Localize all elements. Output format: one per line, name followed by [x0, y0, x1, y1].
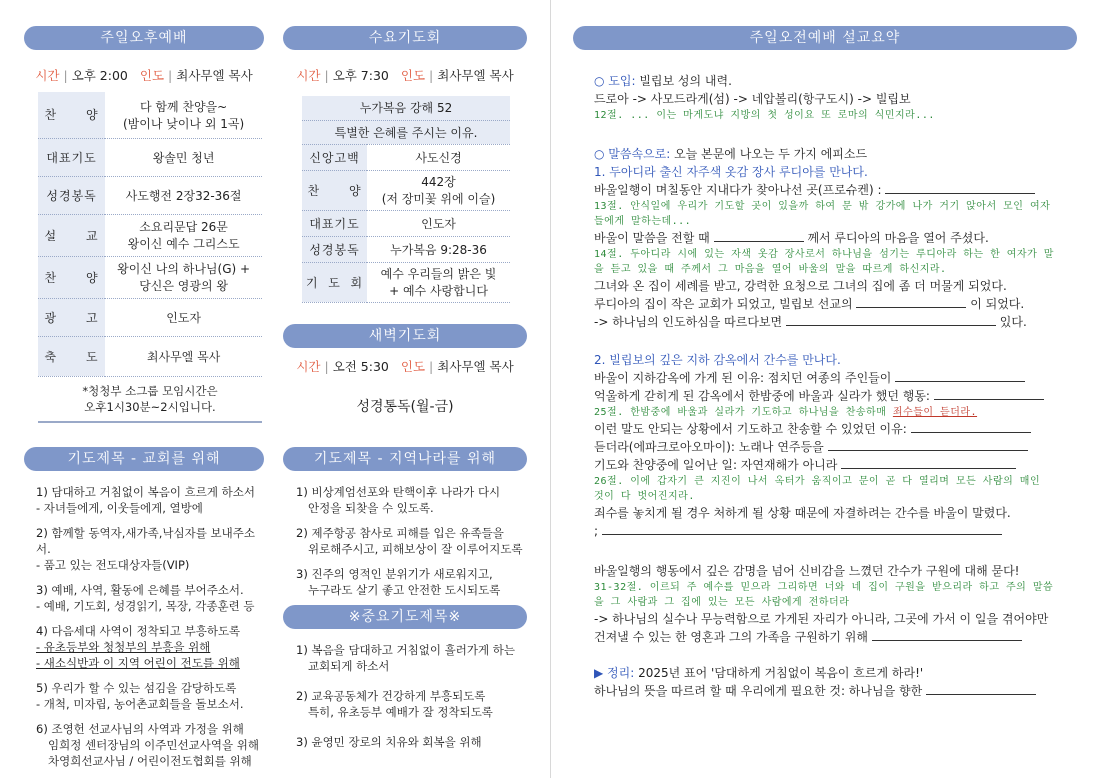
afternoon-note: *청청부 소그룹 모임시간은 오후1시30분~2시입니다.	[38, 376, 262, 422]
prayer-item	[36, 623, 268, 671]
order-key: 광 고	[38, 298, 105, 336]
order-key: 성경봉독	[302, 236, 367, 262]
verse-13: 13절. 안식일에 우리가 기도할 곳이 있을까 하여 문 밖 강가에 나가 거기 앉아서 모인 여자들에게 말하는데...	[594, 201, 1051, 227]
order-row	[302, 262, 510, 302]
wednesday-order-table	[302, 96, 510, 303]
order-value: 사도행전 2장32-36절	[105, 176, 262, 214]
prayer-important-title: ※중요기도제목※	[283, 605, 527, 629]
order-key: 성경봉독	[38, 176, 105, 214]
p2-d: 듣더라(에파크로아오마이): 노래나 연주등을	[594, 440, 824, 454]
order-value: 다 함께 찬양을~ (밤이나 낮이나 외 1곡)	[105, 92, 262, 138]
order-row	[38, 138, 262, 176]
prayer-line: 교회되게 하소서	[308, 659, 390, 673]
leader-value: 최사무엘 목사	[437, 359, 514, 374]
order-row	[302, 210, 510, 236]
verse-12: 12절. ... 이는 마게도냐 지방의 첫 성이요 또 로마의 식민지라...	[594, 110, 935, 121]
order-value: 사도신경	[367, 144, 510, 170]
dawn-content: 성경통독(월-금)	[356, 399, 454, 415]
wednesday-head2: 특별한 은혜를 주시는 이유.	[302, 120, 510, 144]
order-row	[302, 144, 510, 170]
p1-a: 바울일행이 며칠동안 지내다가 찾아나선 곳(프로슈켄) :	[594, 183, 882, 197]
fill-blank	[828, 439, 1028, 451]
p3-c: 건져낼 수 있는 한 영혼과 그의 가족을 구원하기 위해	[594, 630, 868, 644]
prayer-line: 1) 담대하고 거침없이 복음이 흐르게 하소서	[36, 485, 255, 499]
afternoon-timeline: 시간 | 오후 2:00 인도 | 최사무엘 목사	[35, 68, 253, 83]
order-row	[38, 298, 262, 336]
p1-d2: 이 되었다.	[970, 297, 1025, 311]
p1-c: 그녀와 온 집이 세례를 받고, 강력한 요청으로 그녀의 집에 좀 더 머물게 되었다.	[594, 279, 1007, 293]
verse-25b: 죄수들이 듣더라.	[892, 407, 978, 418]
p2-b: 억울하게 갇히게 된 감옥에서 한밤중에 바울과 실라가 했던 행동:	[594, 389, 930, 403]
sermon-title: 주일오전예배 설교요약	[573, 26, 1077, 50]
order-key: 대표기도	[302, 210, 367, 236]
verse-14: 14절. 두아디라 시에 있는 자색 옷감 장사로서 하나님을 섬기는 루디아라 하는 한 여자가 말을 듣고 있을 때 주께서 그 마음을 열어 바울의 말을 따르게 하신지라.	[594, 249, 1054, 275]
prayer-item	[296, 688, 526, 720]
order-value: 442장 (저 장미꽃 위에 이슬)	[367, 170, 510, 210]
fill-blank	[885, 182, 1035, 194]
prayer-item	[36, 721, 268, 769]
fill-blank	[926, 683, 1036, 695]
leader-label: 인도	[400, 359, 426, 374]
prayer-line: - 품고 있는 전도대상자들(VIP)	[36, 558, 190, 572]
prayer-line: - 개척, 미자립, 농어촌교회들을 돌보소서.	[36, 697, 244, 711]
intro-text: 빌립보 성의 내력.	[635, 74, 732, 88]
time-label: 시간	[35, 68, 60, 83]
prayer-item	[36, 680, 268, 712]
afternoon-order-table	[38, 92, 262, 423]
p2-f: 죄수를 놓치게 될 경우 처하게 될 상황 때문에 자결하려는 간수를 바울이 말렸다.	[594, 506, 1011, 520]
prayer-important-list	[296, 642, 526, 764]
order-key: 대표기도	[38, 138, 105, 176]
prayer-line: 위로해주시고, 피해보상이 잘 이루어지도록	[308, 542, 523, 556]
prayer-line: 누구라도 살기 좋고 안전한 도시되도록	[308, 583, 501, 597]
prayer-nation-list	[296, 484, 526, 607]
p2-a: 바울이 지하감옥에 가게 된 이유: 점치던 여종의 주인들이	[594, 371, 892, 385]
prayer-item	[296, 484, 526, 516]
summary-text: 2025년 표어 '담대하게 거침없이 복음이 흐르게 하라!'	[634, 666, 924, 680]
order-key: 찬 양	[38, 92, 105, 138]
wednesday-head1-row	[302, 96, 510, 120]
order-value: 누가복음 9:28-36	[367, 236, 510, 262]
prayer-item	[296, 566, 526, 598]
order-key: 신앙고백	[302, 144, 367, 170]
fill-blank	[911, 421, 1031, 433]
fill-blank	[714, 230, 804, 242]
order-key: 찬 양	[302, 170, 367, 210]
prayer-item	[296, 525, 526, 557]
prayer-line: 6) 조영헌 선교사님의 사역과 가정을 위해	[36, 722, 244, 736]
p2-c: 이런 말도 안되는 상황에서 기도하고 찬송할 수 있었던 이유:	[594, 422, 907, 436]
verse-31: 31-32절. 이르되 주 예수를 믿으라 그리하면 너와 네 집이 구원을 받으리라 하고 주의 말씀을 그 사람과 그 집에 있는 모든 사람에게 전하더라	[594, 582, 1054, 608]
route: 드로아 -> 사모드라게(섬) -> 네압볼리(항구도시) -> 빌립보	[594, 92, 911, 106]
fill-blank	[786, 314, 996, 326]
dawn-timeline: 시간 | 오전 5:30 인도 | 최사무엘 목사	[296, 359, 514, 374]
body-intro: 오늘 본문에 나오는 두 가지 에피소드	[670, 147, 868, 161]
order-value: 인도자	[105, 298, 262, 336]
prayer-item	[36, 525, 268, 573]
prayer-line: 임희정 센터장님의 이주민선교사역을 위해	[48, 738, 259, 752]
order-value: 최사무엘 목사	[105, 336, 262, 376]
wednesday-head2-row	[302, 120, 510, 144]
order-row	[302, 170, 510, 210]
fill-blank	[841, 457, 1016, 469]
leader-label: 인도	[400, 68, 426, 83]
prayer-line: 2) 함께할 동역자,새가족,낙심자를 보내주소서.	[36, 526, 255, 556]
time-value: 오전 5:30	[332, 359, 389, 374]
p2-e: 기도와 찬양중에 일어난 일: 자연재해가 아니라	[594, 458, 838, 472]
p1-b1: 바울이 말씀을 전할 때	[594, 231, 710, 245]
wednesday-title: 수요기도회	[283, 26, 527, 50]
prayer-line: 2) 교육공동체가 건강하게 부흥되도록	[296, 689, 486, 703]
afternoon-note-row	[38, 376, 262, 422]
prayer-line: 안정을 되찾을 수 있도록.	[308, 501, 434, 515]
time-label: 시간	[296, 359, 321, 374]
prayer-item	[296, 642, 526, 674]
time-label: 시간	[296, 68, 321, 83]
summary-label: ▶ 정리:	[594, 666, 635, 680]
order-row	[302, 236, 510, 262]
order-row	[38, 214, 262, 256]
p3: 바울일행의 행동에서 깊은 감명을 넘어 신비감을 느꼈던 간수가 구원에 대해 묻다!	[594, 564, 1020, 578]
p3-b: -> 하나님의 실수나 무능력함으로 가게된 자리가 아니라, 그곳에 가서 이 일을 겪어야만	[594, 612, 1049, 626]
prayer-line: 3) 예배, 사역, 활동에 은혜를 부어주소서.	[36, 583, 244, 597]
verse-26: 26절. 이에 갑자기 큰 지진이 나서 옥터가 움직이고 문이 곧 다 열리며 모든 사람의 매인 것이 다 벗어진지라.	[594, 476, 1041, 502]
order-value: 소요리문답 26문 왕이신 예수 그리스도	[105, 214, 262, 256]
leader-value: 최사무엘 목사	[176, 68, 253, 83]
prayer-line: 3) 진주의 영적인 분위기가 새로워지고,	[296, 567, 493, 581]
summary-b: 하나님의 뜻을 따르려 할 때 우리에게 필요한 것: 하나님을 향한	[594, 684, 923, 698]
time-value: 오후 7:30	[332, 68, 389, 83]
verse-25a: 25절. 한밤중에 바울과 실라가 기도하고 하나님을 찬송하매	[594, 407, 893, 418]
prayer-church-title: 기도제목 - 교회를 위해	[24, 447, 264, 471]
fill-blank	[856, 296, 966, 308]
prayer-line: 5) 우리가 할 수 있는 섬김을 감당하도록	[36, 681, 237, 695]
prayer-line: 1) 비상계엄선포와 탄핵이후 나라가 다시	[296, 485, 501, 499]
afternoon-title: 주일오후예배	[24, 26, 264, 50]
prayer-line: - 예배, 기도회, 성경읽기, 목장, 각종훈련 등	[36, 599, 255, 613]
leader-label: 인도	[139, 68, 165, 83]
wednesday-head1: 누가복음 강해 52	[302, 96, 510, 120]
prayer-item	[296, 734, 526, 750]
fill-blank	[934, 388, 1044, 400]
order-key: 찬 양	[38, 256, 105, 298]
order-key: 기 도 회	[302, 262, 367, 302]
prayer-church-list	[36, 484, 268, 778]
prayer-line: - 새소식반과 이 지역 어린이 전도를 위해	[36, 656, 240, 670]
fill-blank	[602, 523, 1002, 535]
p1-b2: 께서 루디아의 마음을 열어 주셨다.	[807, 231, 989, 245]
p1-e1: -> 하나님의 인도하심을 따르다보면	[594, 315, 783, 329]
order-row	[38, 336, 262, 376]
wednesday-timeline: 시간 | 오후 7:30 인도 | 최사무엘 목사	[296, 68, 514, 83]
order-key: 축 도	[38, 336, 105, 376]
fill-blank	[872, 629, 1022, 641]
prayer-line: - 유초등부와 청청부의 부흥을 위해	[36, 640, 211, 654]
order-row	[38, 256, 262, 298]
prayer-item	[36, 582, 268, 614]
order-value: 예수 우리들의 밝은 빛 + 예수 사랑합니다	[367, 262, 510, 302]
prayer-line: 2) 제주항공 참사로 피해를 입은 유족들을	[296, 526, 504, 540]
intro-label: ○ 도입:	[594, 74, 636, 88]
body-label: ○ 말씀속으로:	[594, 147, 671, 161]
p2-g: ;	[594, 524, 599, 538]
prayer-item	[36, 484, 268, 516]
p1-e2: 있다.	[999, 315, 1027, 329]
dawn-title: 새벽기도회	[283, 324, 527, 348]
point-2-heading: 2. 빌립보의 깊은 지하 감옥에서 간수를 만나다.	[594, 353, 841, 367]
prayer-line: 1) 복음을 담대하고 거침없이 흘러가게 하는	[296, 643, 515, 657]
leader-value: 최사무엘 목사	[437, 68, 514, 83]
time-value: 오후 2:00	[71, 68, 128, 83]
prayer-line: 3) 윤영민 장로의 치유와 회복을 위해	[296, 735, 482, 749]
prayer-line: 4) 다음세대 사역이 정착되고 부흥하도록	[36, 624, 241, 638]
p1-d1: 루디아의 집이 작은 교회가 되었고, 빌립보 선교의	[594, 297, 853, 311]
order-key: 설 교	[38, 214, 105, 256]
page-divider	[550, 0, 551, 778]
order-row	[38, 176, 262, 214]
point-1-heading: 1. 두아디라 출신 자주색 옷감 장사 루디아를 만나다.	[594, 165, 868, 179]
prayer-nation-title: 기도제목 - 지역나라를 위해	[283, 447, 527, 471]
order-value: 인도자	[367, 210, 510, 236]
order-row	[38, 92, 262, 138]
prayer-line: - 자녀들에게, 이웃들에게, 열방에	[36, 501, 203, 515]
order-value: 왕솔민 청년	[105, 138, 262, 176]
prayer-line: 특히, 유초등부 예배가 잘 정착되도록	[308, 705, 493, 719]
prayer-line: 차영희선교사님 / 어린이전도협회를 위해	[48, 754, 252, 768]
sermon-body	[594, 70, 1054, 700]
fill-blank	[895, 370, 1025, 382]
order-value: 왕이신 나의 하나님(G) + 당신은 영광의 왕	[105, 256, 262, 298]
